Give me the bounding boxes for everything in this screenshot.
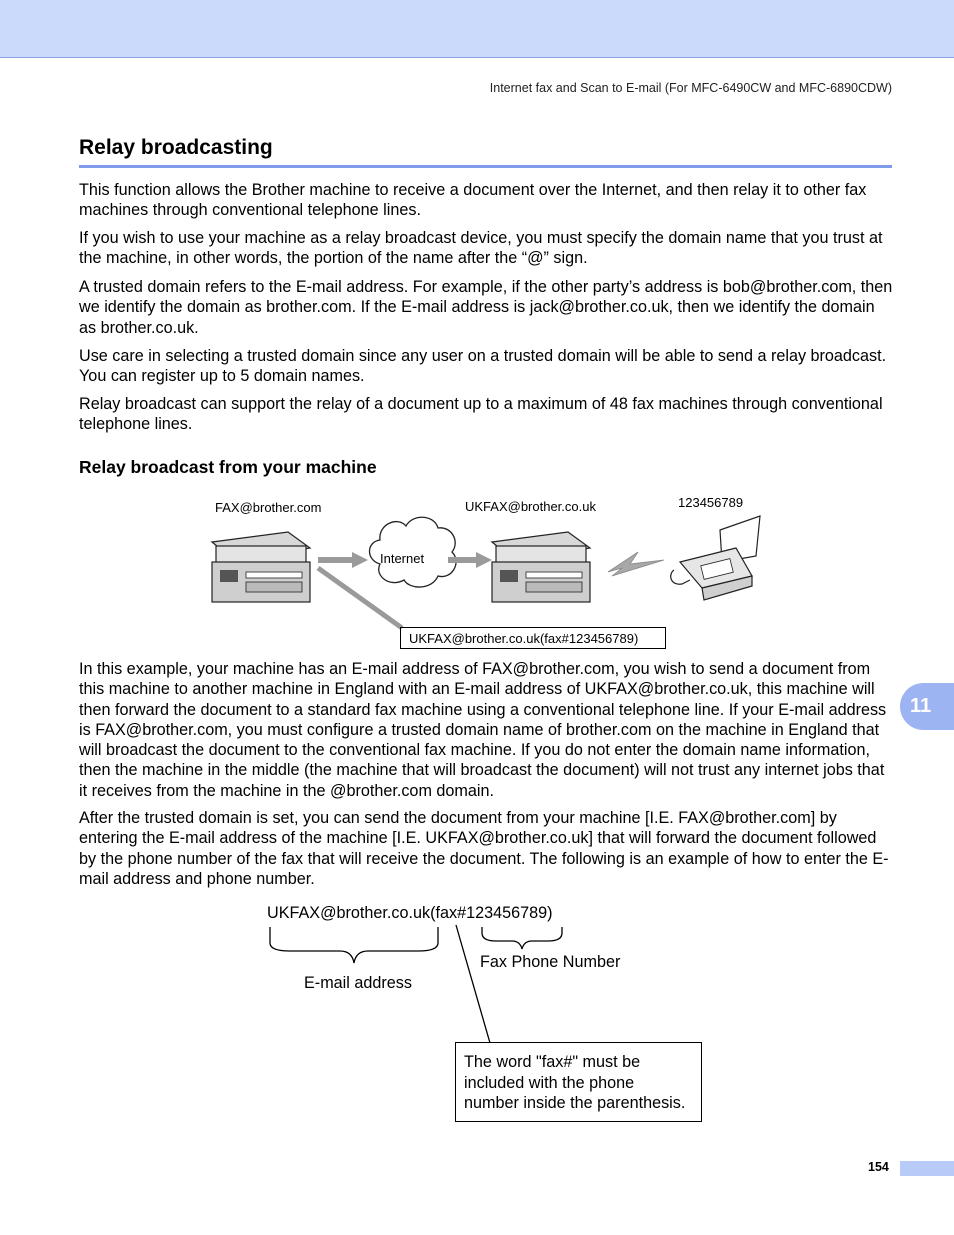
full-address-text: UKFAX@brother.co.uk(fax#123456789) [267,904,553,922]
relay-machine-icon [492,532,590,602]
fax-number-brace [482,927,562,949]
email-address-label: E-mail address [304,974,412,992]
paragraph-how-to-send: After the trusted domain is set, you can send the document from your machine [I.E. FAX@brother.com] by entering the E-mail address of the machine [I.E. UKFAX@brother.co.uk] that will forward the document followed by the phone number of the fax that will receive the document. The following is an example of how to enter the E-mail address and phone number. [79,809,889,888]
fax-note-box: The word "fax#" must be included with the phone number inside the parenthesis. [455,1042,702,1122]
title-rule [79,165,892,168]
relay-address-label: UKFAX@brother.co.uk [465,499,596,514]
paragraph-intro: This function allows the Brother machine to receive a document over the Internet, and then relay it to other fax machines through conventional telephone lines. [79,181,867,220]
page-number: 154 [868,1160,889,1174]
phone-line-bolt-icon [608,552,664,576]
running-header: Internet fax and Scan to E-mail (For MFC-6490CW and MFC-6890CDW) [489,81,892,95]
fax-phone-number-label: Fax Phone Number [480,953,621,971]
paragraph-caution: Use care in selecting a trusted domain since any user on a trusted domain will be able to send a relay broadcast. You can register up to 5 domain names. [79,347,887,386]
page-bar [900,1161,954,1176]
section-title: Relay broadcasting [79,136,273,159]
internet-label: Internet [380,551,425,566]
paragraph-example: In this example, your machine has an E-mail address of FAX@brother.com, you wish to send a document from this machine to another machine in England with an E-mail address of UKFAX@brother.co.uk, this machine will then forward the document to a standard fax machine using a conventional telephone line. If your E-mail address is FAX@brother.com, you must configure a trusted domain name of brother.com on the machine in England that will broadcast the document to the conventional fax machine. If you do not enter the domain name information, then the machine in the middle (the machine that will broadcast the document) will not trust any internet jobs that it receives from the machine in the @brother.com domain. [79,660,887,800]
sender-machine-icon [212,532,310,602]
fax-machine-icon [671,516,760,600]
note-pointer-line [456,925,490,1043]
chapter-tab: 11 [900,683,954,730]
subsection-title: Relay broadcast from your machine [79,457,377,477]
email-brace [270,927,438,963]
example-entry-text: UKFAX@brother.co.uk(fax#123456789) [409,631,639,646]
paragraph-domain-example: A trusted domain refers to the E-mail address. For example, if the other party’s address is bob@brother.com, then we identify the domain as brother.com. If the E-mail address is jack@brother.co.uk, then we identify the domain as brother.co.uk. [79,278,893,337]
paragraph-capacity: Relay broadcast can support the relay of a document up to a maximum of 48 fax machines through conventional telephone lines. [79,395,883,434]
sender-address-label: FAX@brother.com [215,500,322,515]
fax-number-label: 123456789 [678,495,744,510]
header-band [0,0,954,58]
arrow-to-internet [318,552,368,568]
paragraph-trusted-domain: If you wish to use your machine as a relay broadcast device, you must specify the domain name that you trust at the machine, in other words, the portion of the name after the “@” sign. [79,229,883,268]
